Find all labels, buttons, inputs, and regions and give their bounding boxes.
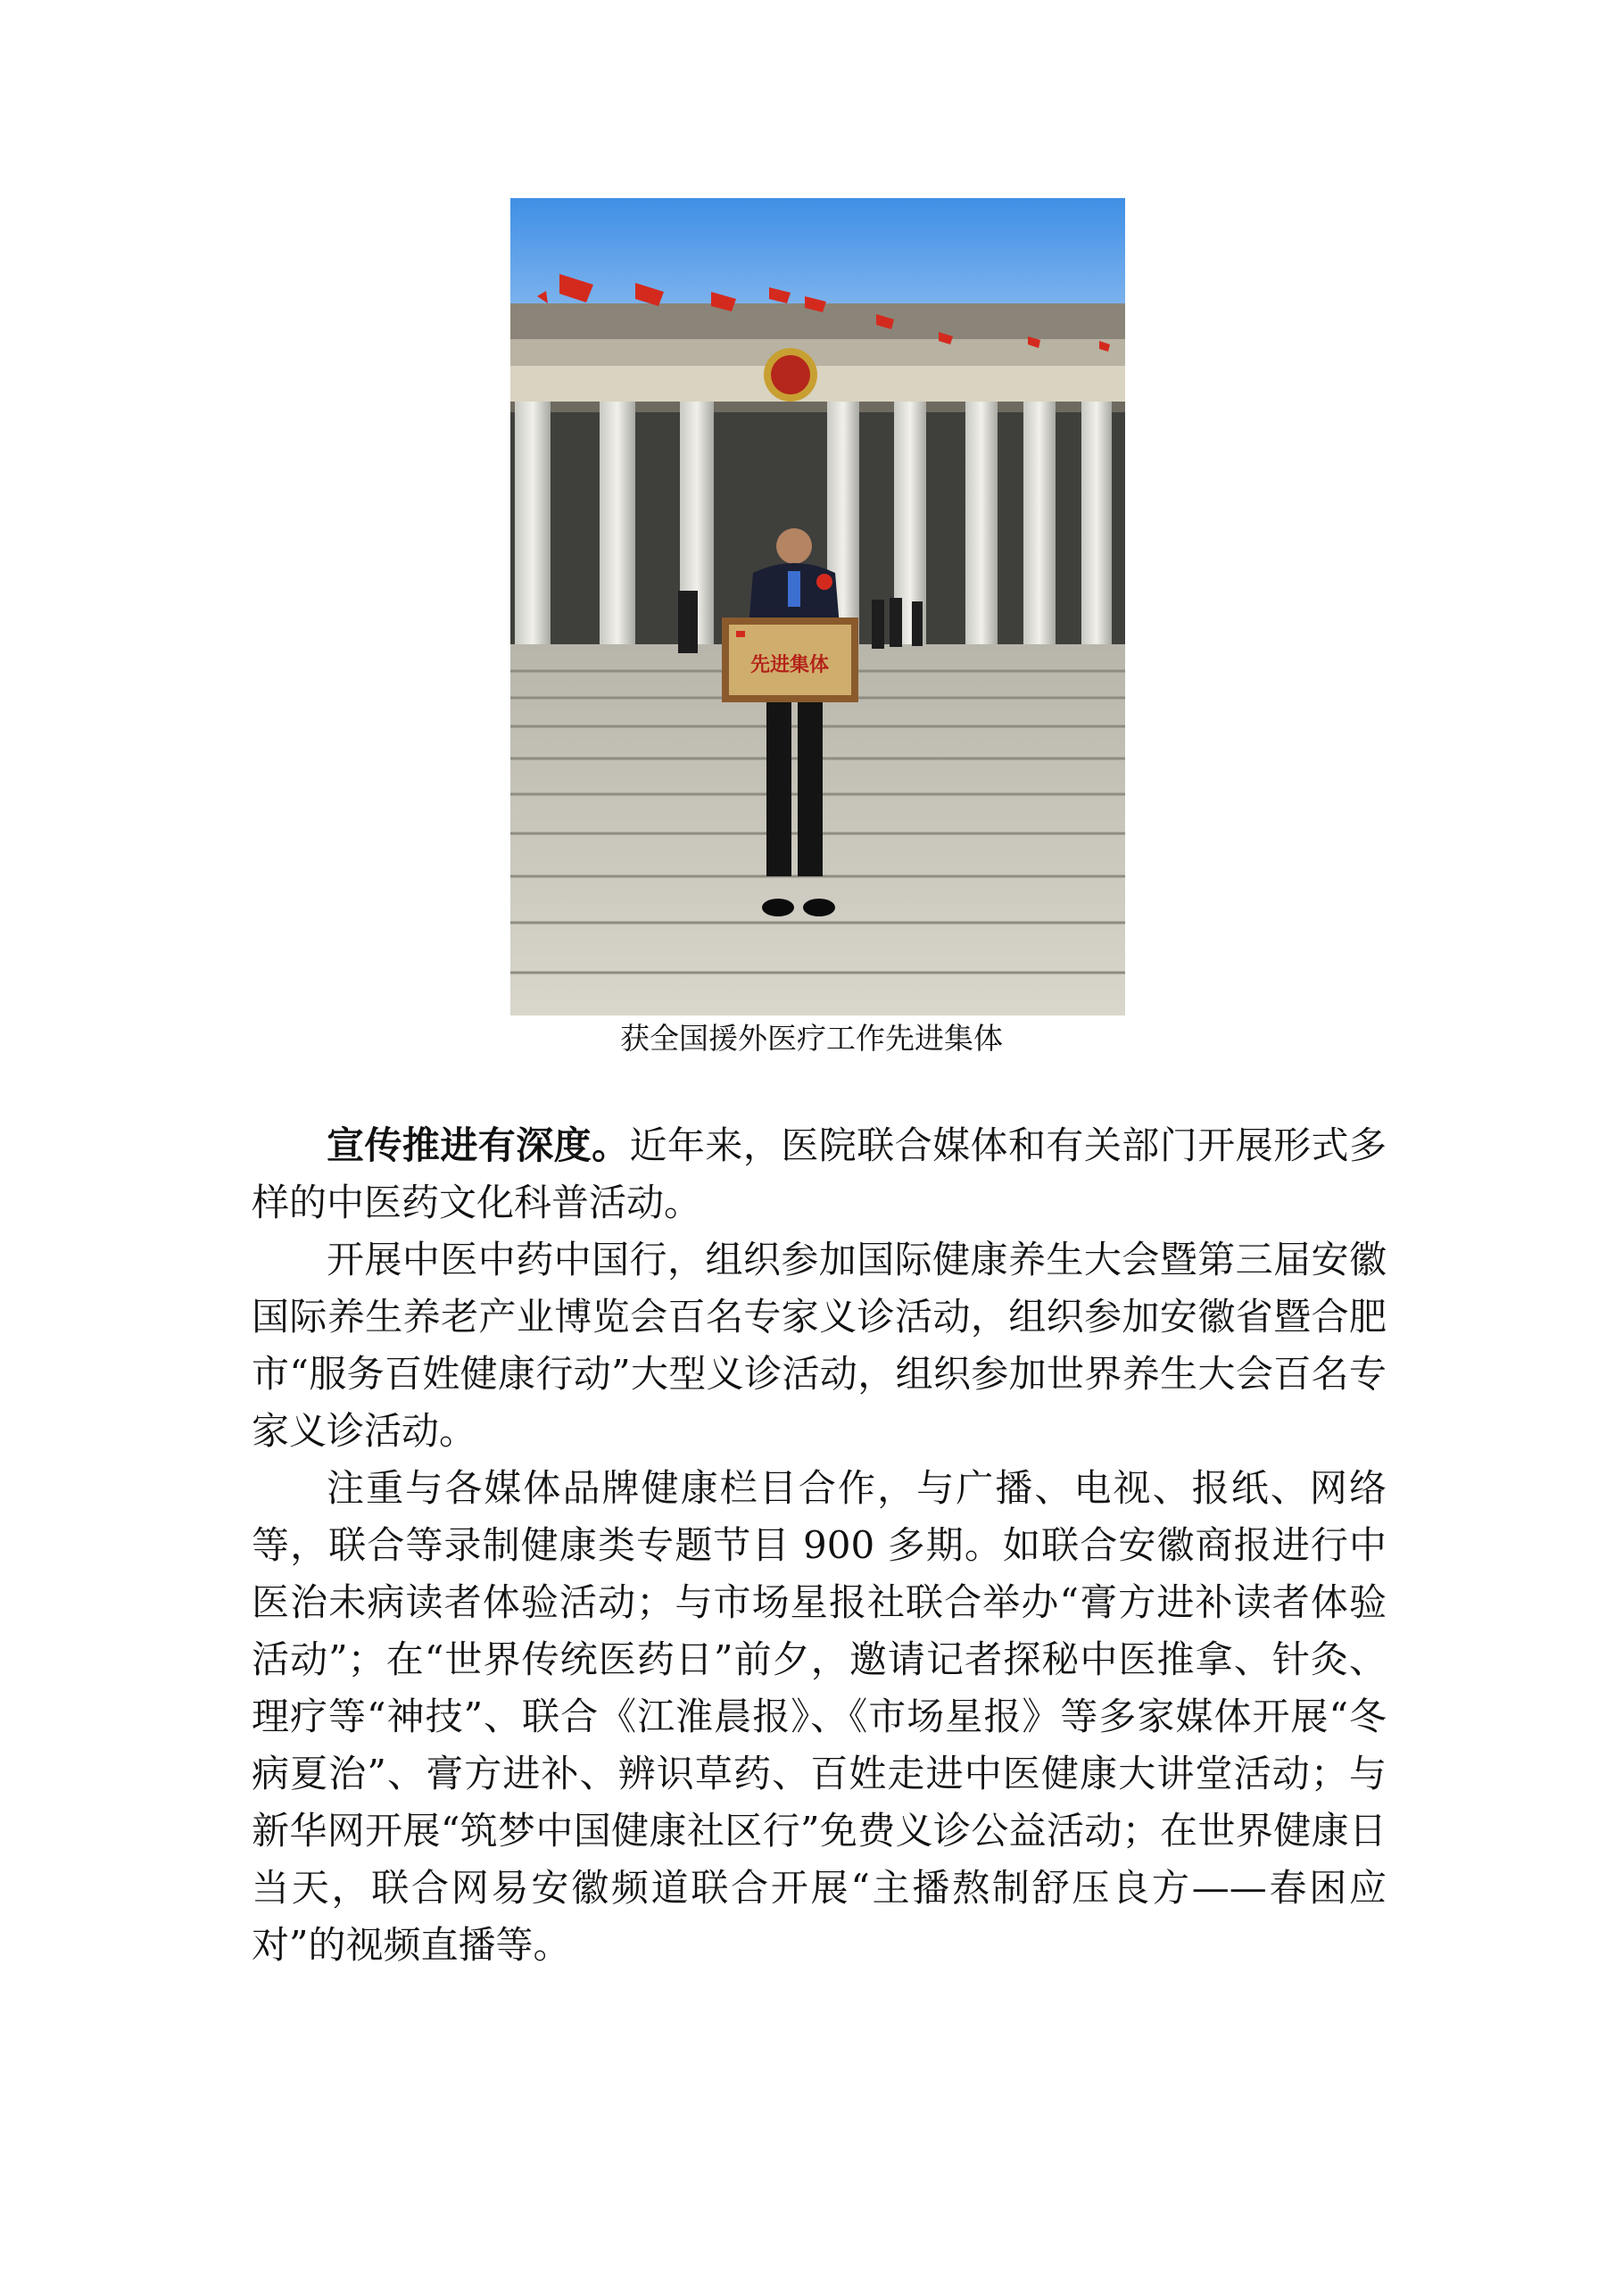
paragraph-2 [252,1231,1387,1460]
paragraph-3 [252,1460,1387,1974]
photo-caption: 获全国援外医疗工作先进集体 [620,1021,1003,1056]
paragraph-text: 开展中医中药中国行，组织参加国际健康养生大会暨第三届安徽国际养生养老产业博览会百名专家义诊活动，组织参加安徽省暨合肥市“服务百姓健康行动”大型义诊活动，组织参加世界养生大会百名专家义诊活动。 [252,1238,1387,1453]
plaque-text: 先进集体 [749,653,830,676]
award-photo [510,198,1125,1015]
paragraph-lead: 宣传推进有深度。 [327,1123,630,1167]
article-body [252,1117,1387,1974]
paragraph-text: 注重与各媒体品牌健康栏目合作，与广播、电视、报纸、网络等，联合等录制健康类专题节目 900 多期。如联合安徽商报进行中医治未病读者体验活动；与市场星报社联合举办“膏方进补读者体验活动”；在“世界传统医药日”前夕，邀请记者探秘中医推拿、针灸、理疗等“神技”、联合《江淮晨报》、《市场星报》等多家媒体开展“冬病夏治”、膏方进补、辨识草药、百姓走进中医健康大讲堂活动；与新华网开展“筑梦中国健康社区行”免费义诊公益活动；在世界健康日当天，联合网易安徽频道联合开展“主播熬制舒压良方——春困应对”的视频直播等。 [252,1466,1387,1967]
paragraph-1 [252,1117,1387,1231]
paragraph-text: 近年来，医院联合媒体和有关部门开展形式多样的中医药文化科普活动。 [252,1123,1387,1224]
